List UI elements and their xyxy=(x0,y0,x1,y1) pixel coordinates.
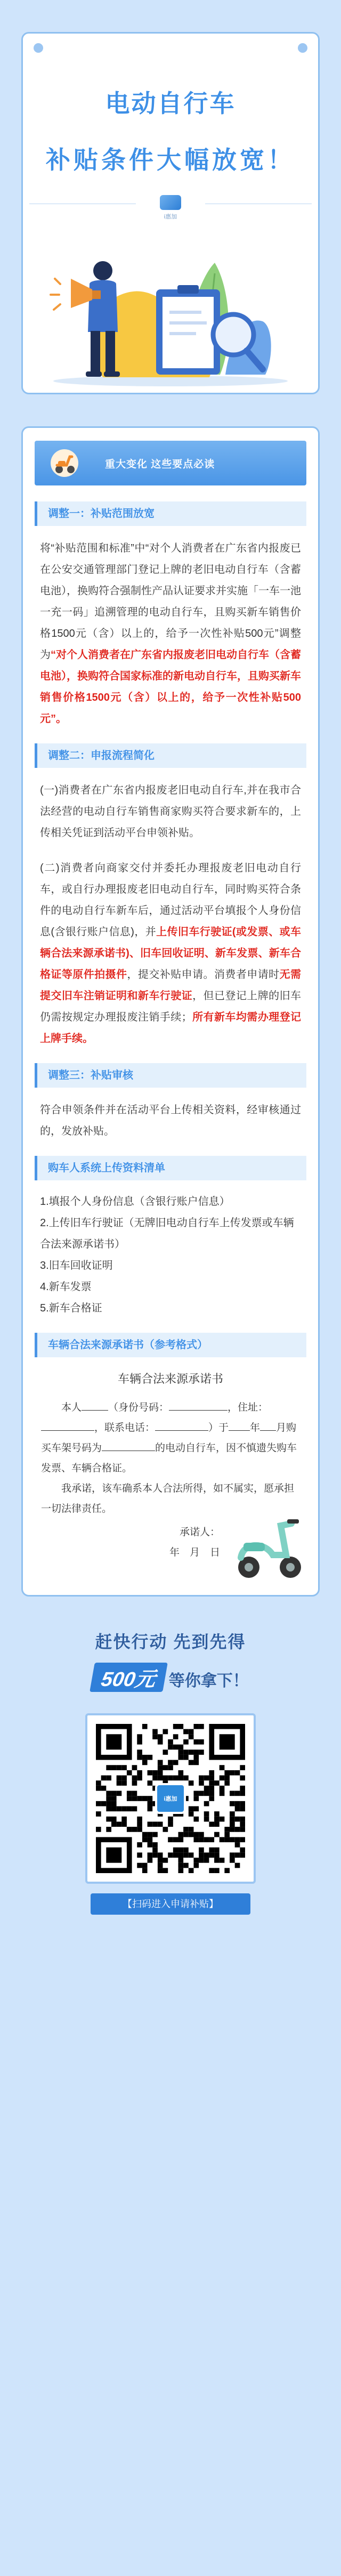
body-text: 将“补贴范围和标准”中“对个人消费者在广东省内报废已在公安交通管理部门登记上牌的老旧电动自行车（含蓄电池），换购符合强制性产品认证要求并实施「一车一池一充一码」追溯管理的电动自行车，且购买新车销售价格1500元（含）以上的，给予一次性补贴500元”调整为 xyxy=(40,542,301,661)
section-body xyxy=(40,857,301,1049)
megaphone-illustration xyxy=(23,241,318,391)
qr-code[interactable] xyxy=(85,1713,256,1884)
upload-list xyxy=(40,1191,301,1319)
section-body xyxy=(40,538,301,730)
section-body: 符合申领条件并在活动平台上传相关资料，经审核通过的，发放补贴。 xyxy=(40,1104,301,1137)
pin-decoration xyxy=(34,43,43,53)
brand-logo xyxy=(141,192,200,224)
reward-amount: 500元 xyxy=(90,1663,168,1692)
footer-slogan: 赶快行动 先到先得 xyxy=(95,1632,246,1651)
main-card xyxy=(21,426,320,1597)
section-heading: 购车人系统上传资料清单 xyxy=(35,1156,306,1180)
letter-date: 年 月 日 xyxy=(169,1547,220,1558)
list-item: 4.新车发票 xyxy=(40,1281,92,1293)
list-item: 3.旧车回收证明 xyxy=(40,1260,113,1271)
letter-paragraph: 本人 （身份号码： ，住址：，联系电话： ）于 年 月购买车架号码为 的电动自行车，因不慎遗失购车发票、车辆合格证。 xyxy=(41,1402,297,1474)
scooter-icon xyxy=(51,449,78,477)
pin-decoration xyxy=(298,43,307,53)
section-heading: 调整二：申报流程简化 xyxy=(35,743,306,768)
body-text: (二)消费者向商家交付并委托办理报废老旧电动自行车，或自行办理报废老旧电动自行车，同时购买符合条件的电动自行车新车后，通过活动平台填报个人身份信息(含银行账户信息)，并 xyxy=(40,862,301,938)
logo-text: i惠加 xyxy=(164,214,177,220)
section-heading: 车辆合法来源承诺书（参考格式） xyxy=(35,1333,306,1357)
reward-text: 等你拿下！ xyxy=(168,1672,249,1690)
list-item: 1.填报个人身份信息（含银行账户信息） xyxy=(40,1196,230,1208)
section-body: (一)消费者在广东省内报废老旧电动自行车,并在我市合法经营的电动自行车销售商家购买符合要求新车的，上传相关凭证到活动平台申领补贴。 xyxy=(40,784,301,839)
qr-logo-badge: i惠加 xyxy=(155,1783,186,1814)
letter-paragraph: 我承诺，该车确系本人合法所得，如不属实，愿承担一切法律责任。 xyxy=(41,1483,295,1514)
notice-banner xyxy=(35,441,306,485)
qr-caption: 【扫码进入申请补贴】 xyxy=(91,1893,250,1915)
letter-signer: 承诺人： xyxy=(179,1527,220,1538)
scooter-illustration xyxy=(228,1504,307,1584)
hero-title: 电动自行车 xyxy=(105,90,236,117)
section-heading: 调整一：补贴范围放宽 xyxy=(35,501,306,526)
highlight-text: 所有新车均需办理登记上牌手续。 xyxy=(40,1011,302,1044)
footer-reward xyxy=(0,1663,341,1692)
highlight-text: 无需提交旧车注销证明和新车行驶证 xyxy=(40,969,302,1002)
body-text: ，但已登记上牌的旧车仍需按规定办理报废注销手续； xyxy=(40,990,302,1023)
logo-icon xyxy=(160,195,181,210)
letter-title: 车辆合法来源承诺书 xyxy=(117,1372,223,1386)
list-item: 5.新车合格证 xyxy=(40,1302,102,1314)
highlight-text: “对个人消费者在广东省内报废老旧电动自行车（含蓄电池），换购符合国家标准的新电动自行车，且购买新车销售价格1500元（含）以上的，给予一次性补贴500元”。 xyxy=(40,649,301,725)
section-heading: 调整三：补贴审核 xyxy=(35,1063,306,1088)
body-text: ，提交补贴申请。消费者申请时 xyxy=(127,969,280,981)
hero-subtitle: 补贴条件大幅放宽！ xyxy=(46,146,295,174)
list-item: 2.上传旧车行驶证（无牌旧电动自行车上传发票或车辆合法来源承诺书） xyxy=(40,1217,294,1250)
highlight-text: 上传旧车行驶证(或发票、或车辆合法来源承诺书)、旧车回收证明、新车发票、新车合格证等原件拍摄件 xyxy=(40,926,301,981)
banner-title: 重大变化 这些要点必读 xyxy=(105,458,215,470)
hero-card xyxy=(21,32,320,394)
